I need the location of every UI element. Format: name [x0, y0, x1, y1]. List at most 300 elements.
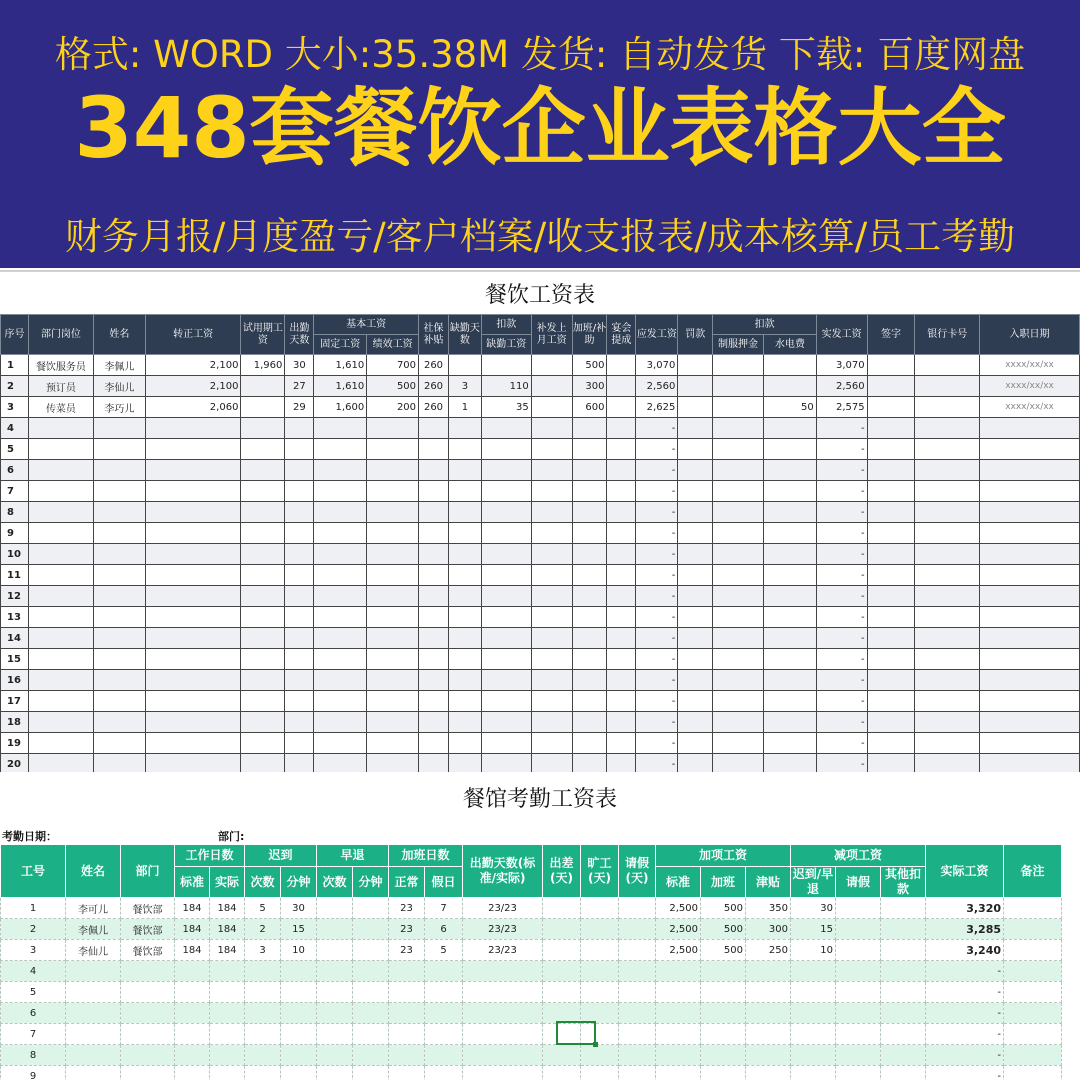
cell-overtime[interactable]: [572, 586, 607, 607]
cell-utilities[interactable]: [763, 586, 816, 607]
cell-regular[interactable]: [145, 439, 241, 460]
cell-absent[interactable]: [448, 649, 481, 670]
cell-overtime[interactable]: [572, 565, 607, 586]
cell-banquet[interactable]: [607, 691, 636, 712]
cell-social[interactable]: [419, 649, 449, 670]
cell-back_pay[interactable]: [531, 544, 572, 565]
cell-seq[interactable]: 18: [1, 712, 29, 733]
cell-fixed[interactable]: [314, 586, 367, 607]
cell2-late_t[interactable]: [245, 1024, 281, 1045]
cell-trial[interactable]: [241, 586, 285, 607]
cell-fixed[interactable]: [314, 691, 367, 712]
cell-social[interactable]: [419, 628, 449, 649]
cell-back_pay[interactable]: [531, 460, 572, 481]
cell-perf[interactable]: [367, 649, 419, 670]
cell2-early_m[interactable]: [353, 1024, 389, 1045]
cell-payable[interactable]: 3,070: [636, 355, 678, 376]
cell-perf[interactable]: [367, 544, 419, 565]
cell-fixed[interactable]: [314, 565, 367, 586]
cell-overtime[interactable]: [572, 502, 607, 523]
cell2-no[interactable]: 7: [1, 1024, 66, 1045]
cell-actual[interactable]: -: [816, 565, 867, 586]
cell-dept[interactable]: [28, 628, 93, 649]
cell-back_pay[interactable]: [531, 376, 572, 397]
cell2-trip[interactable]: [543, 961, 581, 982]
cell2-leave[interactable]: [619, 1066, 656, 1080]
cell-overtime[interactable]: [572, 460, 607, 481]
cell-bank[interactable]: [915, 397, 980, 418]
cell-utilities[interactable]: [763, 418, 816, 439]
cell-fine[interactable]: [678, 481, 713, 502]
cell2-remark[interactable]: [1004, 898, 1062, 919]
cell2-wage[interactable]: -: [926, 961, 1004, 982]
cell-sign[interactable]: [867, 670, 915, 691]
cell-bank[interactable]: [915, 565, 980, 586]
cell-back_pay[interactable]: [531, 712, 572, 733]
cell-days[interactable]: [285, 649, 314, 670]
cell-actual[interactable]: -: [816, 544, 867, 565]
cell2-early_m[interactable]: [353, 919, 389, 940]
cell2-std[interactable]: [175, 961, 210, 982]
cell-perf[interactable]: [367, 439, 419, 460]
cell-back_pay[interactable]: [531, 691, 572, 712]
cell2-dept[interactable]: [121, 1024, 175, 1045]
cell-fixed[interactable]: 1,600: [314, 397, 367, 418]
cell2-late_m[interactable]: [281, 1066, 317, 1080]
cell-actual[interactable]: -: [816, 670, 867, 691]
cell-sign[interactable]: [867, 607, 915, 628]
cell2-name[interactable]: 李佩儿: [66, 919, 121, 940]
cell-absent[interactable]: [448, 565, 481, 586]
cell-name[interactable]: [93, 460, 145, 481]
cell2-late_t[interactable]: [245, 1045, 281, 1066]
cell-actual[interactable]: -: [816, 418, 867, 439]
cell-fixed[interactable]: [314, 523, 367, 544]
cell2-no[interactable]: 2: [1, 919, 66, 940]
cell-utilities[interactable]: [763, 712, 816, 733]
cell-back_pay[interactable]: [531, 523, 572, 544]
cell-perf[interactable]: [367, 460, 419, 481]
cell-seq[interactable]: 19: [1, 733, 29, 754]
cell-social[interactable]: [419, 565, 449, 586]
cell-utilities[interactable]: [763, 355, 816, 376]
cell2-trip[interactable]: [543, 1024, 581, 1045]
cell-actual[interactable]: -: [816, 733, 867, 754]
cell-regular[interactable]: [145, 481, 241, 502]
cell-fine[interactable]: [678, 565, 713, 586]
cell-utilities[interactable]: 50: [763, 397, 816, 418]
cell2-wage[interactable]: 3,285: [926, 919, 1004, 940]
cell-sign[interactable]: [867, 397, 915, 418]
cell2-absence[interactable]: [581, 1024, 619, 1045]
cell2-attend[interactable]: [463, 961, 543, 982]
cell-banquet[interactable]: [607, 523, 636, 544]
cell-absent_deduct[interactable]: [481, 502, 531, 523]
cell-back_pay[interactable]: [531, 418, 572, 439]
cell-perf[interactable]: [367, 607, 419, 628]
cell2-a_sub[interactable]: 350: [746, 898, 791, 919]
cell2-m_other[interactable]: [881, 940, 926, 961]
cell2-a_sub[interactable]: [746, 1024, 791, 1045]
cell-days[interactable]: 30: [285, 355, 314, 376]
cell2-leave[interactable]: [619, 919, 656, 940]
cell-actual[interactable]: -: [816, 691, 867, 712]
cell2-early_t[interactable]: [317, 961, 353, 982]
cell-social[interactable]: [419, 418, 449, 439]
cell-uniform[interactable]: [713, 544, 764, 565]
cell-banquet[interactable]: [607, 670, 636, 691]
cell-utilities[interactable]: [763, 502, 816, 523]
cell-bank[interactable]: [915, 649, 980, 670]
cell-social[interactable]: [419, 460, 449, 481]
cell-absent_deduct[interactable]: [481, 733, 531, 754]
cell2-wage[interactable]: -: [926, 1045, 1004, 1066]
cell-banquet[interactable]: [607, 544, 636, 565]
cell2-a_sub[interactable]: [746, 1045, 791, 1066]
cell-dept[interactable]: 预订员: [28, 376, 93, 397]
cell-banquet[interactable]: [607, 481, 636, 502]
cell-trial[interactable]: [241, 712, 285, 733]
cell-actual[interactable]: 3,070: [816, 355, 867, 376]
cell2-wage[interactable]: -: [926, 1066, 1004, 1080]
cell2-attend[interactable]: [463, 1066, 543, 1080]
cell2-late_t[interactable]: [245, 961, 281, 982]
cell-dept[interactable]: [28, 565, 93, 586]
cell-overtime[interactable]: [572, 439, 607, 460]
cell-social[interactable]: [419, 670, 449, 691]
cell-fixed[interactable]: [314, 481, 367, 502]
cell2-m_leave[interactable]: [836, 1024, 881, 1045]
cell-sign[interactable]: [867, 733, 915, 754]
cell-overtime[interactable]: [572, 649, 607, 670]
cell-overtime[interactable]: [572, 418, 607, 439]
cell-sign[interactable]: [867, 586, 915, 607]
cell-fixed[interactable]: [314, 418, 367, 439]
cell2-early_t[interactable]: [317, 898, 353, 919]
cell2-m_other[interactable]: [881, 1066, 926, 1080]
cell-days[interactable]: [285, 544, 314, 565]
cell-uniform[interactable]: [713, 460, 764, 481]
cell-absent[interactable]: [448, 523, 481, 544]
cell-trial[interactable]: [241, 565, 285, 586]
cell-name[interactable]: [93, 586, 145, 607]
cell-absent_deduct[interactable]: 35: [481, 397, 531, 418]
cell2-early_m[interactable]: [353, 940, 389, 961]
cell-payable[interactable]: 2,625: [636, 397, 678, 418]
cell-social[interactable]: [419, 691, 449, 712]
cell-fine[interactable]: [678, 502, 713, 523]
cell-uniform[interactable]: [713, 733, 764, 754]
cell-absent[interactable]: [448, 481, 481, 502]
cell-utilities[interactable]: [763, 565, 816, 586]
cell-fixed[interactable]: [314, 712, 367, 733]
cell2-m_other[interactable]: [881, 982, 926, 1003]
cell-social[interactable]: [419, 586, 449, 607]
cell-date[interactable]: [980, 523, 1080, 544]
cell-back_pay[interactable]: [531, 565, 572, 586]
cell2-a_sub[interactable]: [746, 1003, 791, 1024]
cell-utilities[interactable]: [763, 733, 816, 754]
cell-date[interactable]: [980, 565, 1080, 586]
cell-absent_deduct[interactable]: [481, 565, 531, 586]
cell-payable[interactable]: -: [636, 418, 678, 439]
cell2-late_t[interactable]: 3: [245, 940, 281, 961]
cell-sign[interactable]: [867, 628, 915, 649]
cell-fine[interactable]: [678, 460, 713, 481]
cell-fixed[interactable]: [314, 670, 367, 691]
cell-perf[interactable]: [367, 733, 419, 754]
cell2-m_leave[interactable]: [836, 982, 881, 1003]
cell2-attend[interactable]: 23/23: [463, 919, 543, 940]
cell2-remark[interactable]: [1004, 982, 1062, 1003]
cell-overtime[interactable]: [572, 544, 607, 565]
cell-dept[interactable]: [28, 523, 93, 544]
cell-fine[interactable]: [678, 733, 713, 754]
cell-dept[interactable]: [28, 649, 93, 670]
cell-uniform[interactable]: [713, 439, 764, 460]
cell-dept[interactable]: 传菜员: [28, 397, 93, 418]
cell-regular[interactable]: [145, 544, 241, 565]
cell2-wage[interactable]: -: [926, 1024, 1004, 1045]
cell-fine[interactable]: [678, 586, 713, 607]
cell-dept[interactable]: [28, 712, 93, 733]
cell-banquet[interactable]: [607, 649, 636, 670]
cell-payable[interactable]: -: [636, 523, 678, 544]
cell-actual[interactable]: -: [816, 439, 867, 460]
cell-seq[interactable]: 5: [1, 439, 29, 460]
cell-actual[interactable]: -: [816, 460, 867, 481]
cell-social[interactable]: [419, 712, 449, 733]
cell2-m_other[interactable]: [881, 1024, 926, 1045]
cell2-std[interactable]: 184: [175, 940, 210, 961]
cell2-early_m[interactable]: [353, 1003, 389, 1024]
cell-trial[interactable]: [241, 670, 285, 691]
cell2-no[interactable]: 8: [1, 1045, 66, 1066]
cell-utilities[interactable]: [763, 481, 816, 502]
cell-date[interactable]: [980, 502, 1080, 523]
cell2-m_late[interactable]: 15: [791, 919, 836, 940]
cell2-name[interactable]: [66, 1045, 121, 1066]
cell-payable[interactable]: -: [636, 544, 678, 565]
cell2-name[interactable]: [66, 982, 121, 1003]
cell-actual[interactable]: -: [816, 586, 867, 607]
cell-actual[interactable]: -: [816, 712, 867, 733]
cell2-no[interactable]: 4: [1, 961, 66, 982]
cell-date[interactable]: [980, 733, 1080, 754]
cell-perf[interactable]: [367, 502, 419, 523]
cell-seq[interactable]: 1: [1, 355, 29, 376]
cell2-early_m[interactable]: [353, 982, 389, 1003]
cell-fine[interactable]: [678, 439, 713, 460]
cell2-absence[interactable]: [581, 919, 619, 940]
cell-trial[interactable]: [241, 544, 285, 565]
cell-name[interactable]: [93, 712, 145, 733]
cell-banquet[interactable]: [607, 418, 636, 439]
cell2-late_m[interactable]: [281, 1003, 317, 1024]
cell-absent[interactable]: [448, 418, 481, 439]
cell2-act[interactable]: [210, 1024, 245, 1045]
cell-absent_deduct[interactable]: [481, 544, 531, 565]
cell2-ot_h[interactable]: [425, 1003, 463, 1024]
cell2-late_m[interactable]: 10: [281, 940, 317, 961]
cell-banquet[interactable]: [607, 607, 636, 628]
cell2-name[interactable]: [66, 1003, 121, 1024]
cell2-early_t[interactable]: [317, 1045, 353, 1066]
cell-back_pay[interactable]: [531, 649, 572, 670]
cell2-dept[interactable]: [121, 1045, 175, 1066]
cell-fixed[interactable]: [314, 439, 367, 460]
cell-days[interactable]: [285, 607, 314, 628]
cell2-a_ot[interactable]: [701, 961, 746, 982]
cell-payable[interactable]: -: [636, 733, 678, 754]
cell-overtime[interactable]: [572, 670, 607, 691]
cell-bank[interactable]: [915, 460, 980, 481]
cell-fine[interactable]: [678, 544, 713, 565]
cell-absent[interactable]: [448, 607, 481, 628]
cell-seq[interactable]: 16: [1, 670, 29, 691]
cell2-a_std[interactable]: 2,500: [656, 940, 701, 961]
cell-sign[interactable]: [867, 544, 915, 565]
cell2-a_ot[interactable]: 500: [701, 898, 746, 919]
cell-name[interactable]: [93, 439, 145, 460]
cell-days[interactable]: [285, 586, 314, 607]
cell-utilities[interactable]: [763, 670, 816, 691]
cell2-name[interactable]: [66, 1066, 121, 1080]
cell2-a_sub[interactable]: [746, 961, 791, 982]
cell-regular[interactable]: [145, 586, 241, 607]
cell2-m_late[interactable]: 30: [791, 898, 836, 919]
cell-uniform[interactable]: [713, 565, 764, 586]
cell-absent_deduct[interactable]: [481, 523, 531, 544]
cell-trial[interactable]: [241, 733, 285, 754]
cell-payable[interactable]: -: [636, 754, 678, 775]
cell2-late_m[interactable]: [281, 1045, 317, 1066]
cell2-ot_h[interactable]: [425, 982, 463, 1003]
cell2-act[interactable]: 184: [210, 940, 245, 961]
cell2-ot_h[interactable]: [425, 1066, 463, 1080]
cell2-a_ot[interactable]: [701, 1045, 746, 1066]
cell-utilities[interactable]: [763, 649, 816, 670]
cell-actual[interactable]: 2,560: [816, 376, 867, 397]
cell-payable[interactable]: -: [636, 481, 678, 502]
cell-fine[interactable]: [678, 607, 713, 628]
cell2-no[interactable]: 5: [1, 982, 66, 1003]
cell2-a_std[interactable]: [656, 961, 701, 982]
cell-uniform[interactable]: [713, 628, 764, 649]
cell-trial[interactable]: [241, 460, 285, 481]
cell-fixed[interactable]: 1,610: [314, 355, 367, 376]
cell-seq[interactable]: 20: [1, 754, 29, 775]
cell-days[interactable]: [285, 523, 314, 544]
cell-seq[interactable]: 14: [1, 628, 29, 649]
cell-fixed[interactable]: [314, 502, 367, 523]
cell2-a_ot[interactable]: [701, 1003, 746, 1024]
cell-uniform[interactable]: [713, 670, 764, 691]
cell2-m_late[interactable]: [791, 1045, 836, 1066]
cell-bank[interactable]: [915, 355, 980, 376]
cell-trial[interactable]: [241, 502, 285, 523]
cell-regular[interactable]: [145, 607, 241, 628]
cell2-m_late[interactable]: [791, 982, 836, 1003]
cell-sign[interactable]: [867, 649, 915, 670]
cell2-std[interactable]: [175, 1066, 210, 1080]
cell-dept[interactable]: [28, 418, 93, 439]
cell-bank[interactable]: [915, 376, 980, 397]
cell-date[interactable]: [980, 481, 1080, 502]
cell2-name[interactable]: [66, 1024, 121, 1045]
cell2-act[interactable]: [210, 1045, 245, 1066]
cell-bank[interactable]: [915, 607, 980, 628]
cell-perf[interactable]: 700: [367, 355, 419, 376]
cell2-std[interactable]: [175, 1045, 210, 1066]
cell-perf[interactable]: [367, 586, 419, 607]
cell-perf[interactable]: [367, 712, 419, 733]
cell2-early_t[interactable]: [317, 919, 353, 940]
cell2-late_t[interactable]: [245, 1003, 281, 1024]
cell-regular[interactable]: [145, 691, 241, 712]
cell-bank[interactable]: [915, 523, 980, 544]
cell2-std[interactable]: 184: [175, 898, 210, 919]
cell2-ot_h[interactable]: [425, 961, 463, 982]
cell2-absence[interactable]: [581, 1045, 619, 1066]
cell-trial[interactable]: [241, 649, 285, 670]
cell-name[interactable]: [93, 628, 145, 649]
cell-trial[interactable]: [241, 628, 285, 649]
cell-fine[interactable]: [678, 712, 713, 733]
cell2-absence[interactable]: [581, 982, 619, 1003]
cell-fine[interactable]: [678, 523, 713, 544]
cell2-absence[interactable]: [581, 1003, 619, 1024]
cell-uniform[interactable]: [713, 481, 764, 502]
cell-actual[interactable]: -: [816, 628, 867, 649]
cell-trial[interactable]: [241, 691, 285, 712]
cell-date[interactable]: [980, 607, 1080, 628]
cell-dept[interactable]: [28, 460, 93, 481]
cell-date[interactable]: xxxx/xx/xx: [980, 397, 1080, 418]
cell-regular[interactable]: [145, 523, 241, 544]
cell2-m_leave[interactable]: [836, 1045, 881, 1066]
cell2-std[interactable]: [175, 1003, 210, 1024]
cell-name[interactable]: [93, 670, 145, 691]
cell-sign[interactable]: [867, 460, 915, 481]
cell2-a_std[interactable]: [656, 1045, 701, 1066]
cell2-leave[interactable]: [619, 1045, 656, 1066]
cell-name[interactable]: [93, 502, 145, 523]
cell-perf[interactable]: [367, 628, 419, 649]
cell-trial[interactable]: [241, 376, 285, 397]
cell2-act[interactable]: [210, 982, 245, 1003]
cell-perf[interactable]: [367, 481, 419, 502]
cell2-a_std[interactable]: [656, 1066, 701, 1080]
cell-back_pay[interactable]: [531, 607, 572, 628]
cell2-trip[interactable]: [543, 940, 581, 961]
cell-social[interactable]: [419, 481, 449, 502]
cell2-std[interactable]: [175, 1024, 210, 1045]
cell-social[interactable]: 260: [419, 355, 449, 376]
cell-payable[interactable]: -: [636, 691, 678, 712]
cell2-attend[interactable]: [463, 1024, 543, 1045]
cell2-ot_n[interactable]: [389, 982, 425, 1003]
cell2-leave[interactable]: [619, 1003, 656, 1024]
cell-name[interactable]: [93, 523, 145, 544]
cell-seq[interactable]: 4: [1, 418, 29, 439]
cell-absent_deduct[interactable]: [481, 712, 531, 733]
cell2-no[interactable]: 1: [1, 898, 66, 919]
cell-back_pay[interactable]: [531, 586, 572, 607]
cell-utilities[interactable]: [763, 628, 816, 649]
cell2-name[interactable]: 李仙儿: [66, 940, 121, 961]
cell-absent[interactable]: [448, 712, 481, 733]
